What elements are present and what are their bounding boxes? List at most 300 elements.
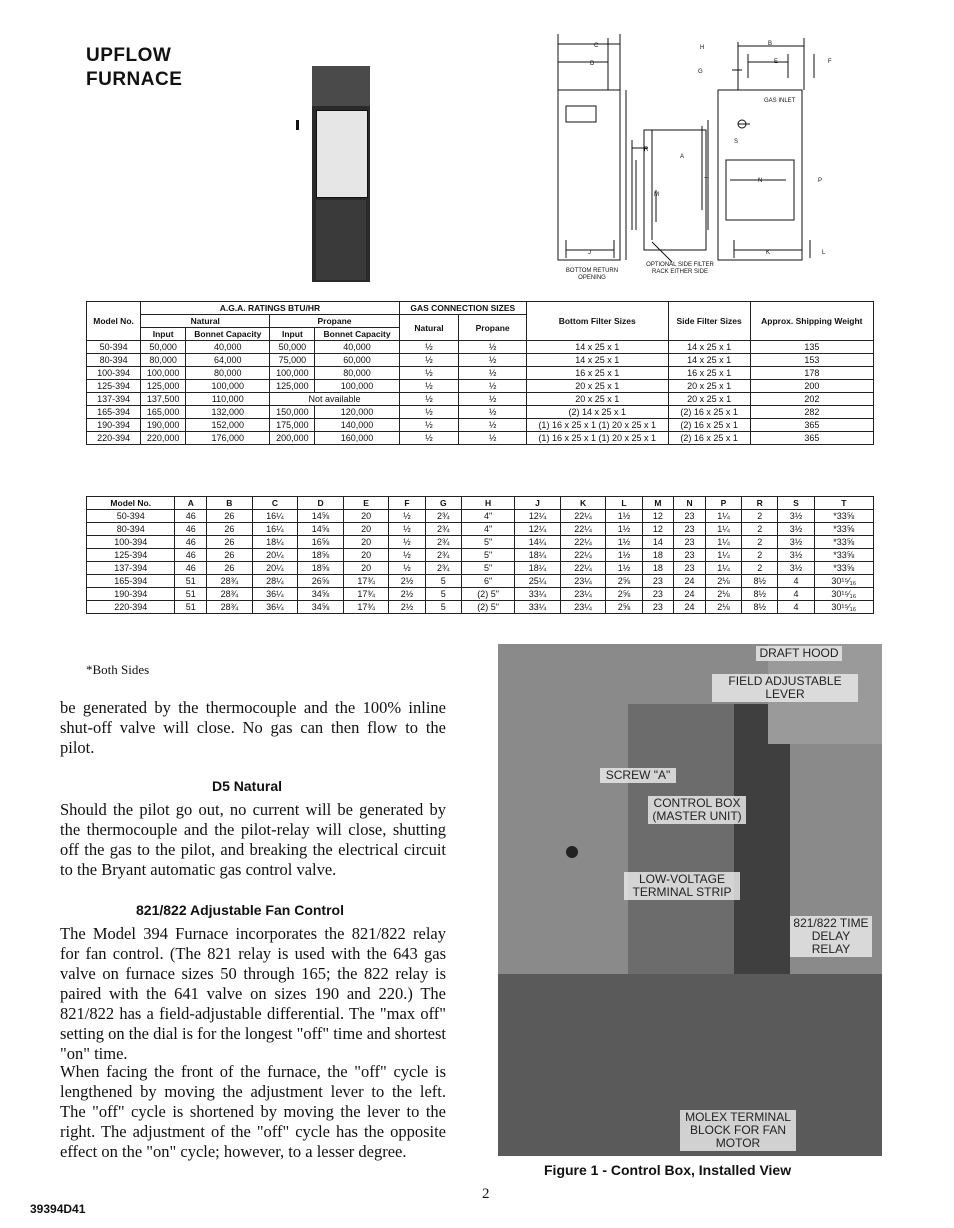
heading-d5-natural: D5 Natural <box>212 778 283 794</box>
table-cell: 33¼ <box>515 588 561 601</box>
table-cell: 190,000 <box>141 419 186 432</box>
table-cell: 2¾ <box>425 549 461 562</box>
table-cell: 46 <box>175 510 207 523</box>
table-cell: 4 <box>778 588 814 601</box>
table-cell: 51 <box>175 575 207 588</box>
table-cell: 132,000 <box>186 406 270 419</box>
dim-label-j: J <box>588 250 591 256</box>
table-cell: 46 <box>175 536 207 549</box>
table-cell: 14¼ <box>515 536 561 549</box>
table-cell: 22¼ <box>560 536 606 549</box>
table-header-cell: D <box>298 497 344 510</box>
table-cell: 34⅝ <box>298 601 344 614</box>
table-row <box>87 393 874 406</box>
table-cell: 175,000 <box>270 419 315 432</box>
table-cell: (2) 16 x 25 x 1 <box>668 419 750 432</box>
table-cell: (1) 16 x 25 x 1 (1) 20 x 25 x 1 <box>526 419 668 432</box>
table-row <box>87 575 874 588</box>
table-cell: (2) 16 x 25 x 1 <box>668 432 750 445</box>
dim-label-c: C <box>594 43 599 49</box>
table-cell: 160,000 <box>315 432 399 445</box>
table-row <box>87 510 874 523</box>
bottom-return-caption: BOTTOM RETURN OPENING <box>565 268 619 281</box>
table-cell: 60,000 <box>315 354 399 367</box>
table-cell: 80,000 <box>141 354 186 367</box>
table-cell: 153 <box>750 354 873 367</box>
table-cell: 23 <box>674 549 706 562</box>
table-cell: 2⅛ <box>705 601 741 614</box>
table-cell: 23 <box>674 523 706 536</box>
table-cell: 64,000 <box>186 354 270 367</box>
table-cell: 1¼ <box>705 549 741 562</box>
table-cell: (2) 16 x 25 x 1 <box>668 406 750 419</box>
table-cell: 176,000 <box>186 432 270 445</box>
table-cell: 26 <box>207 510 253 523</box>
table-cell: 2 <box>742 523 778 536</box>
figure-caption: Figure 1 - Control Box, Installed View <box>544 1162 792 1178</box>
table-cell: 1¼ <box>705 562 741 575</box>
table-cell: 23 <box>674 536 706 549</box>
table-cell: 80-394 <box>87 523 175 536</box>
table-cell: ½ <box>459 354 527 367</box>
table-cell: 18¼ <box>252 536 298 549</box>
table-cell: 2½ <box>389 575 425 588</box>
table-cell: ½ <box>399 354 459 367</box>
table-cell: 220-394 <box>87 601 175 614</box>
table-cell: ½ <box>459 367 527 380</box>
table-cell: 16 x 25 x 1 <box>668 367 750 380</box>
table-cell: 51 <box>175 588 207 601</box>
table-cell: 152,000 <box>186 419 270 432</box>
table-cell: *33⅝ <box>814 510 873 523</box>
th-gas-propane: Propane <box>459 315 527 341</box>
table-header-cell: P <box>705 497 741 510</box>
table-header-cell: L <box>606 497 642 510</box>
table-cell: 1½ <box>606 510 642 523</box>
table-cell: 1¼ <box>705 523 741 536</box>
table-cell: 3½ <box>778 549 814 562</box>
table-cell: 26⅝ <box>298 575 344 588</box>
table-cell: 22¼ <box>560 562 606 575</box>
table-row <box>87 432 874 445</box>
table-cell: 20 <box>343 536 389 549</box>
table-cell: (2) 14 x 25 x 1 <box>526 406 668 419</box>
table-cell: 26 <box>207 536 253 549</box>
paragraph-off-cycle: When facing the front of the furnace, the "off" cycle is lengthened by moving the adjustment lever to the left. The "off" cycle is shortened by moving the lever to the right. The adjustment of the "off" cycle has the opposite effect on the "on" cycle; however, to a lesser degree. <box>60 1062 446 1161</box>
th-natural-bonnet: Bonnet Capacity <box>186 328 270 341</box>
table-cell: 14⅝ <box>298 510 344 523</box>
paragraph-fan-control: The Model 394 Furnace incorporates the 821/822 relay for fan control. (The 821 relay is used with the 643 gas valve on furnace sizes 50 through 165; the 822 relay is paired with the 641 valve on sizes 190 and 220.) The 821/822 has a field-adjustable differential. The "max off" setting on the dial is for the longest "off" time and shortest "on" time. <box>60 924 446 1063</box>
table-cell: 190-394 <box>87 588 175 601</box>
table-cell: 100,000 <box>186 380 270 393</box>
table-cell: 190-394 <box>87 419 141 432</box>
table-cell: 36¼ <box>252 588 298 601</box>
table-row <box>87 549 874 562</box>
table-cell: 137-394 <box>87 562 175 575</box>
table-cell: 20 x 25 x 1 <box>526 380 668 393</box>
table-cell: 24 <box>674 588 706 601</box>
optional-filter-caption: OPTIONAL SIDE FILTER RACK EITHER SIDE <box>646 262 714 275</box>
table-cell: 34⅝ <box>298 588 344 601</box>
table-cell: 14 x 25 x 1 <box>526 341 668 354</box>
table-cell: 23 <box>642 575 674 588</box>
table-header-cell: G <box>425 497 461 510</box>
table-header-cell: K <box>560 497 606 510</box>
table-cell: (1) 16 x 25 x 1 (1) 20 x 25 x 1 <box>526 432 668 445</box>
label-molex-block: MOLEX TERMINAL BLOCK FOR FAN MOTOR <box>680 1110 796 1151</box>
table-cell: 5" <box>461 549 514 562</box>
table-cell: 178 <box>750 367 873 380</box>
title-line-2: FURNACE <box>86 69 183 90</box>
table-header-cell: R <box>742 497 778 510</box>
table-row <box>87 562 874 575</box>
table-header-cell: E <box>343 497 389 510</box>
heading-fan-control: 821/822 Adjustable Fan Control <box>136 902 344 918</box>
table-cell: 135 <box>750 341 873 354</box>
table-cell: ½ <box>399 419 459 432</box>
table-cell: *33⅝ <box>814 523 873 536</box>
table-cell: ½ <box>399 367 459 380</box>
table-cell: *33⅝ <box>814 549 873 562</box>
th-aga: A.G.A. RATINGS BTU/HR <box>141 302 400 315</box>
paragraph-d5: Should the pilot go out, no current will be generated by the thermocouple and the pilot-relay will close, shutting off the gas to the pilot, and breaking the electrical circuit to the Bryant automatic gas control valve. <box>60 800 446 879</box>
ratings-table <box>86 301 874 445</box>
dim-label-k: K <box>766 250 771 256</box>
th-side-filter: Side Filter Sizes <box>668 302 750 341</box>
table-cell: 1½ <box>606 549 642 562</box>
table-cell: 2½ <box>389 601 425 614</box>
table-row <box>87 341 874 354</box>
label-time-delay-relay: 821/822 TIME DELAY RELAY <box>790 916 872 957</box>
table-cell: 100-394 <box>87 536 175 549</box>
table-cell: 28¾ <box>207 601 253 614</box>
table-cell: 50,000 <box>141 341 186 354</box>
table-cell: 220,000 <box>141 432 186 445</box>
table-cell: 75,000 <box>270 354 315 367</box>
table-cell: ½ <box>459 406 527 419</box>
table-cell: 1¼ <box>705 510 741 523</box>
table-cell: 18⅝ <box>298 562 344 575</box>
table-cell: 30¹⁵⁄₁₆ <box>814 601 873 614</box>
table-cell: 23 <box>642 588 674 601</box>
table-cell: Not available <box>270 393 399 406</box>
table-cell: 125,000 <box>141 380 186 393</box>
table-cell: 2¾ <box>425 510 461 523</box>
th-propane-input: Input <box>270 328 315 341</box>
table-cell: 2¾ <box>425 562 461 575</box>
table-cell: ½ <box>389 549 425 562</box>
table-cell: 18 <box>642 549 674 562</box>
table-cell: 100-394 <box>87 367 141 380</box>
table-row <box>87 419 874 432</box>
table-cell: 2 <box>742 510 778 523</box>
label-control-box: CONTROL BOX (MASTER UNIT) <box>648 796 746 824</box>
table-cell: *33⅝ <box>814 562 873 575</box>
dimension-diagram <box>552 30 842 292</box>
table-cell: 17¾ <box>343 601 389 614</box>
table-header-cell: J <box>515 497 561 510</box>
table-cell: 4" <box>461 510 514 523</box>
table-header-cell: F <box>389 497 425 510</box>
table-cell: 14 x 25 x 1 <box>668 341 750 354</box>
table-cell: 3½ <box>778 536 814 549</box>
th-propane: Propane <box>270 315 399 328</box>
table-header-cell: B <box>207 497 253 510</box>
table-cell: 20 x 25 x 1 <box>668 380 750 393</box>
dim-label-t: T <box>704 178 708 184</box>
table-cell: 14 x 25 x 1 <box>668 354 750 367</box>
th-natural: Natural <box>141 315 270 328</box>
table-cell: 4" <box>461 523 514 536</box>
table-cell: 18¼ <box>515 549 561 562</box>
label-terminal-strip: LOW-VOLTAGE TERMINAL STRIP <box>624 872 740 900</box>
table-cell: 282 <box>750 406 873 419</box>
table-cell: 26 <box>207 562 253 575</box>
table-row <box>87 588 874 601</box>
table-cell: 3½ <box>778 523 814 536</box>
table-cell: 23¼ <box>560 601 606 614</box>
table-cell: (2) 5" <box>461 601 514 614</box>
table-cell: 50,000 <box>270 341 315 354</box>
table-cell: 5 <box>425 575 461 588</box>
dim-label-f: F <box>828 59 832 65</box>
table-cell: 5" <box>461 536 514 549</box>
table-cell: 2 <box>742 536 778 549</box>
table-cell: 18¼ <box>515 562 561 575</box>
table-cell: 125-394 <box>87 549 175 562</box>
table-cell: ½ <box>399 380 459 393</box>
furnace-illustration <box>312 66 370 282</box>
table-cell: 16¼ <box>252 523 298 536</box>
table-cell: 80,000 <box>315 367 399 380</box>
table-cell: 1¼ <box>705 536 741 549</box>
table-cell: (2) 5" <box>461 588 514 601</box>
dim-label-m: M <box>654 192 659 198</box>
table-cell: 365 <box>750 419 873 432</box>
table-cell: 23¼ <box>560 575 606 588</box>
th-gas: GAS CONNECTION SIZES <box>399 302 526 315</box>
table-cell: 22¼ <box>560 523 606 536</box>
furnace-mark <box>296 120 299 130</box>
table-cell: 6" <box>461 575 514 588</box>
screw-a-marker <box>566 846 578 858</box>
table-cell: 125-394 <box>87 380 141 393</box>
table-cell: 80-394 <box>87 354 141 367</box>
table-row <box>87 406 874 419</box>
table-cell: ½ <box>389 523 425 536</box>
table-cell: 18⅝ <box>298 549 344 562</box>
table-cell: 16⅝ <box>298 536 344 549</box>
th-gas-natural: Natural <box>399 315 459 341</box>
table-header-cell: A <box>175 497 207 510</box>
footnote: *Both Sides <box>86 662 150 677</box>
table-cell: 51 <box>175 601 207 614</box>
table-cell: 2¾ <box>425 523 461 536</box>
table-cell: 16 x 25 x 1 <box>526 367 668 380</box>
dim-label-p: P <box>818 178 823 184</box>
table-row <box>87 523 874 536</box>
dim-label-e: E <box>774 59 779 65</box>
table-cell: ½ <box>389 562 425 575</box>
table-cell: ½ <box>459 432 527 445</box>
document-number: 39394D41 <box>30 1202 86 1216</box>
table-cell: ½ <box>399 406 459 419</box>
table-cell: 2¾ <box>425 536 461 549</box>
table-cell: 2½ <box>389 588 425 601</box>
th-weight: Approx. Shipping Weight <box>750 302 873 341</box>
table-cell: 125,000 <box>270 380 315 393</box>
table-cell: 23 <box>674 562 706 575</box>
table-cell: 20 <box>343 523 389 536</box>
table-cell: 165,000 <box>141 406 186 419</box>
table-cell: 14⅝ <box>298 523 344 536</box>
table-cell: 30¹⁵⁄₁₆ <box>814 575 873 588</box>
table-header-cell: Model No. <box>87 497 175 510</box>
table-cell: 2 <box>742 562 778 575</box>
dim-label-l: L <box>822 250 826 256</box>
dim-label-d: D <box>590 61 595 67</box>
table-cell: 22¼ <box>560 510 606 523</box>
table-cell: 8½ <box>742 601 778 614</box>
table-cell: 20 <box>343 549 389 562</box>
th-model: Model No. <box>87 302 141 341</box>
table-cell: 2⅝ <box>606 601 642 614</box>
table-cell: 2⅛ <box>705 575 741 588</box>
table-cell: 50-394 <box>87 510 175 523</box>
table-cell: 2 <box>742 549 778 562</box>
table-cell: 110,000 <box>186 393 270 406</box>
dim-label-b: B <box>768 41 773 47</box>
table-cell: 80,000 <box>186 367 270 380</box>
table-cell: 5" <box>461 562 514 575</box>
table-header-cell: N <box>674 497 706 510</box>
table-cell: 200 <box>750 380 873 393</box>
table-cell: 20¼ <box>252 549 298 562</box>
table-cell: 2⅝ <box>606 588 642 601</box>
table-cell: 165-394 <box>87 575 175 588</box>
table-cell: 28¾ <box>207 575 253 588</box>
table-row <box>87 536 874 549</box>
table-cell: 4 <box>778 601 814 614</box>
table-cell: 12¼ <box>515 510 561 523</box>
dim-label-h: H <box>700 45 705 51</box>
table-cell: 202 <box>750 393 873 406</box>
table-cell: 46 <box>175 562 207 575</box>
table-cell: 100,000 <box>315 380 399 393</box>
label-adjustable-lever: FIELD ADJUSTABLE LEVER <box>712 674 858 702</box>
table-cell: 28¼ <box>252 575 298 588</box>
table-header-cell: T <box>814 497 873 510</box>
title-line-1: UPFLOW <box>86 45 172 66</box>
table-cell: 40,000 <box>186 341 270 354</box>
dim-label-a: A <box>680 154 685 160</box>
dim-label-r: R <box>644 147 649 153</box>
paragraph-continuation: be generated by the thermocouple and the 100% inline shut-off valve will close. No gas can then flow to the pilot. <box>60 698 446 757</box>
table-header-cell: C <box>252 497 298 510</box>
dim-label-s: S <box>734 139 739 145</box>
table-cell: 25¼ <box>515 575 561 588</box>
control-box-photo <box>498 644 882 1156</box>
table-cell: 46 <box>175 549 207 562</box>
table-cell: 50-394 <box>87 341 141 354</box>
page-title <box>86 44 182 92</box>
table-cell: 1½ <box>606 562 642 575</box>
table-cell: ½ <box>459 341 527 354</box>
table-cell: 4 <box>778 575 814 588</box>
table-cell: 137-394 <box>87 393 141 406</box>
table-cell: 137,500 <box>141 393 186 406</box>
table-cell: 20¼ <box>252 562 298 575</box>
table-cell: 200,000 <box>270 432 315 445</box>
table-cell: ½ <box>459 393 527 406</box>
dimensions-table <box>86 496 874 614</box>
table-cell: 120,000 <box>315 406 399 419</box>
table-cell: 17¾ <box>343 588 389 601</box>
table-cell: 36¼ <box>252 601 298 614</box>
table-cell: 20 x 25 x 1 <box>668 393 750 406</box>
table-cell: 22¼ <box>560 549 606 562</box>
table-cell: 33¼ <box>515 601 561 614</box>
table-cell: 100,000 <box>270 367 315 380</box>
table-cell: 140,000 <box>315 419 399 432</box>
table-cell: ½ <box>389 536 425 549</box>
table-cell: 20 <box>343 562 389 575</box>
table-header-cell: M <box>642 497 674 510</box>
table-row <box>87 601 874 614</box>
table-cell: 20 x 25 x 1 <box>526 393 668 406</box>
table-cell: 14 <box>642 536 674 549</box>
table-header-cell: H <box>461 497 514 510</box>
table-cell: 14 x 25 x 1 <box>526 354 668 367</box>
table-cell: 18 <box>642 562 674 575</box>
table-cell: 12 <box>642 523 674 536</box>
table-cell: 24 <box>674 575 706 588</box>
label-screw-a: SCREW "A" <box>600 768 676 783</box>
th-natural-input: Input <box>141 328 186 341</box>
table-cell: 17¾ <box>343 575 389 588</box>
dim-label-g: G <box>698 69 703 75</box>
table-cell: 28¾ <box>207 588 253 601</box>
table-cell: 23 <box>674 510 706 523</box>
table-cell: 23 <box>642 601 674 614</box>
table-header-cell: S <box>778 497 814 510</box>
table-cell: 5 <box>425 588 461 601</box>
table-cell: 20 <box>343 510 389 523</box>
table-cell: 2⅝ <box>606 575 642 588</box>
table-cell: 16¼ <box>252 510 298 523</box>
dim-label-n: N <box>758 178 763 184</box>
table-cell: 100,000 <box>141 367 186 380</box>
table-cell: ½ <box>389 510 425 523</box>
dim-label-gas-inlet: GAS INLET <box>764 98 796 104</box>
table-cell: 24 <box>674 601 706 614</box>
table-cell: 12¼ <box>515 523 561 536</box>
table-cell: ½ <box>399 393 459 406</box>
th-propane-bonnet: Bonnet Capacity <box>315 328 399 341</box>
table-cell: 5 <box>425 601 461 614</box>
table-row <box>87 354 874 367</box>
th-bottom-filter: Bottom Filter Sizes <box>526 302 668 341</box>
table-cell: 365 <box>750 432 873 445</box>
table-cell: ½ <box>399 432 459 445</box>
table-cell: ½ <box>459 380 527 393</box>
table-cell: 12 <box>642 510 674 523</box>
table-row <box>87 380 874 393</box>
table-cell: 150,000 <box>270 406 315 419</box>
table-cell: 220-394 <box>87 432 141 445</box>
table-cell: 40,000 <box>315 341 399 354</box>
label-draft-hood: DRAFT HOOD <box>756 646 842 661</box>
